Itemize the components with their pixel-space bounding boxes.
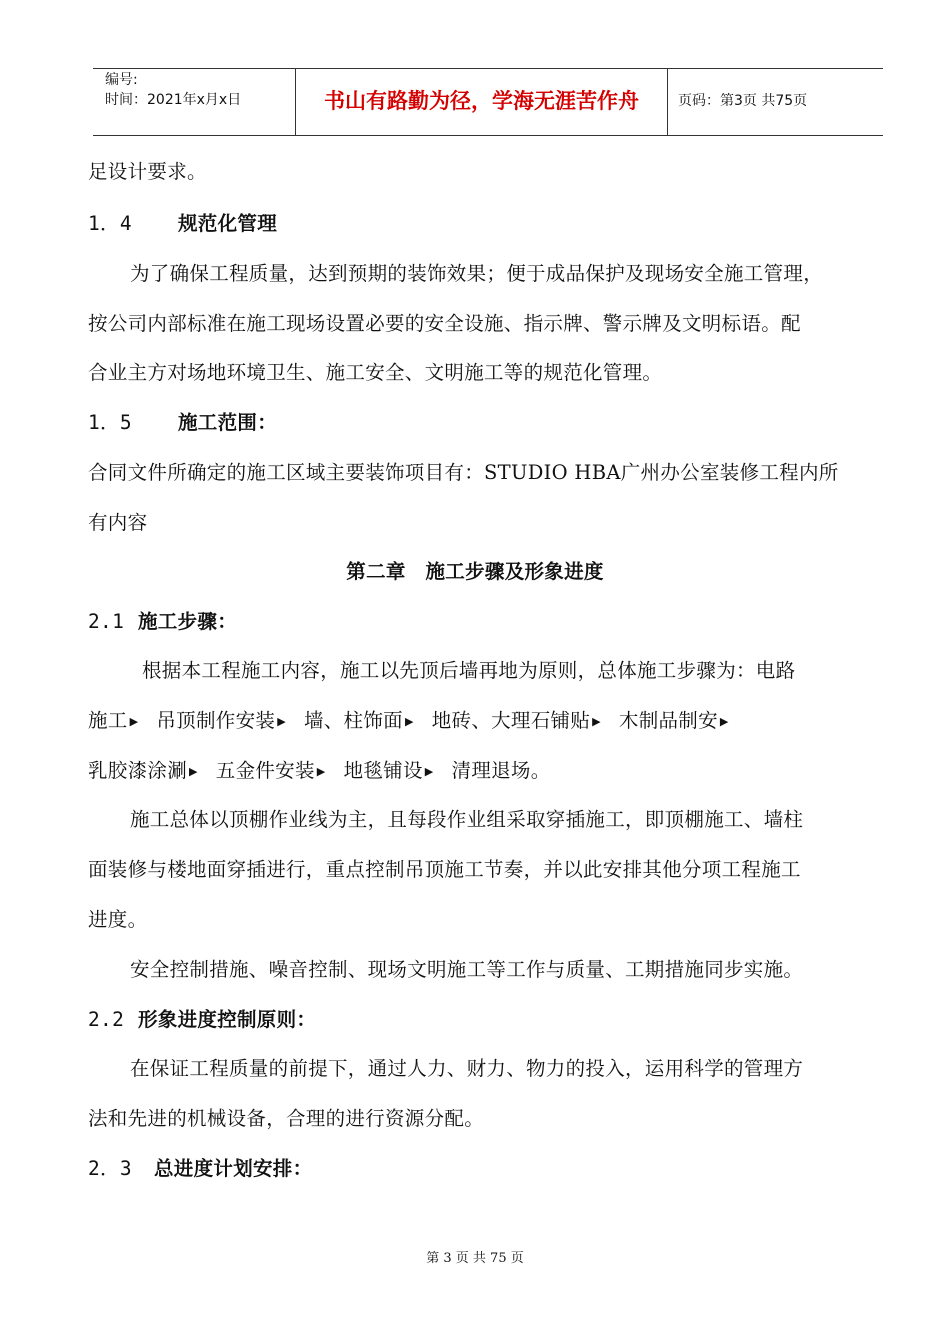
step-item: 乳胶漆涂涮 xyxy=(88,759,188,782)
step-item: 地毯铺设 xyxy=(343,759,423,782)
paragraph-line: 在保证工程质量的前提下，通过人力、财力、物力的投入，运用科学的管理方 xyxy=(130,1057,804,1080)
arrow-right-icon: ▶ xyxy=(189,765,198,778)
steps-row-2 xyxy=(88,759,551,784)
section-title: 施工范围： xyxy=(178,411,278,434)
arrow-right-icon: ▶ xyxy=(592,715,601,728)
header-meta xyxy=(105,70,241,110)
paragraph-line: 进度。 xyxy=(88,908,148,931)
paragraph-line: 合业主方对场地环境卫生、施工安全、文明施工等的规范化管理。 xyxy=(88,361,663,384)
arrow-right-icon: ▶ xyxy=(404,715,414,728)
step-item: 地砖、大理石铺贴 xyxy=(431,709,591,732)
paragraph-line: 有内容 xyxy=(88,511,148,534)
section-number: 2．3 xyxy=(88,1157,132,1180)
section-title: 总进度计划安排： xyxy=(154,1157,313,1180)
text-line: 足设计要求。 xyxy=(88,160,207,183)
paragraph-line: 为了确保工程质量，达到预期的装饰效果；便于成品保护及现场安全施工管理， xyxy=(130,262,824,285)
section-heading-2-3 xyxy=(88,1157,312,1181)
step-item: 施工 xyxy=(88,709,128,732)
paragraph-line: 施工总体以顶棚作业线为主，且每段作业组采取穿插施工，即顶棚施工、墙柱 xyxy=(130,808,804,831)
paragraph-line: 法和先进的机械设备，合理的进行资源分配。 xyxy=(88,1107,485,1130)
section-title: 规范化管理 xyxy=(178,212,278,235)
section-heading-2-1 xyxy=(88,610,237,634)
header-time-label: 时间：2021年x月x日 xyxy=(105,92,242,108)
section-heading-2-2 xyxy=(88,1008,316,1032)
header-page-info: 页码：第3页 共75页 xyxy=(678,93,808,109)
header-number-label: 编号: xyxy=(105,72,138,88)
section-heading-1-4 xyxy=(88,212,277,236)
step-item: 木制品制安 xyxy=(618,709,718,732)
header-divider-right xyxy=(667,68,668,135)
paragraph-line: 安全控制措施、噪音控制、现场文明施工等工作与质量、工期措施同步实施。 xyxy=(130,958,804,981)
section-number: 1．5 xyxy=(88,411,132,434)
paragraph-line: 面装修与楼地面穿插进行，重点控制吊顶施工节奏，并以此安排其他分项工程施工 xyxy=(88,858,801,881)
paragraph-line: 合同文件所确定的施工区域主要装饰项目有：STUDIO HBA广州办公室装修工程内所 xyxy=(88,461,839,484)
step-item: 吊顶制作安装 xyxy=(156,709,276,732)
section-title: 施工步骤： xyxy=(138,610,238,633)
section-number: 2.2 xyxy=(88,1008,125,1031)
section-number: 1．4 xyxy=(88,212,132,235)
step-item: 墙、柱饰面 xyxy=(303,709,403,732)
step-item: 清理退场。 xyxy=(451,759,551,782)
arrow-right-icon: ▶ xyxy=(316,765,326,778)
paragraph-line: 根据本工程施工内容，施工以先顶后墙再地为原则，总体施工步骤为：电路 xyxy=(142,659,796,682)
header-motto: 书山有路勤为径，学海无涯苦作舟 xyxy=(324,89,639,113)
paragraph-line: 按公司内部标准在施工现场设置必要的安全设施、指示牌、警示牌及文明标语。配 xyxy=(88,312,801,335)
chapter-title: 第二章 施工步骤及形象进度 xyxy=(346,560,604,583)
section-heading-1-5 xyxy=(88,411,277,435)
arrow-right-icon: ▶ xyxy=(719,715,729,728)
page-footer: 第 3 页 共 75 页 xyxy=(426,1251,524,1266)
arrow-right-icon: ▶ xyxy=(129,715,139,728)
arrow-right-icon: ▶ xyxy=(424,765,434,778)
header-bottom-rule xyxy=(93,135,883,136)
step-item: 五金件安装 xyxy=(215,759,315,782)
arrow-right-icon: ▶ xyxy=(277,715,286,728)
section-number: 2.1 xyxy=(88,610,125,633)
section-title: 形象进度控制原则： xyxy=(138,1008,317,1031)
steps-row-1 xyxy=(88,709,747,734)
